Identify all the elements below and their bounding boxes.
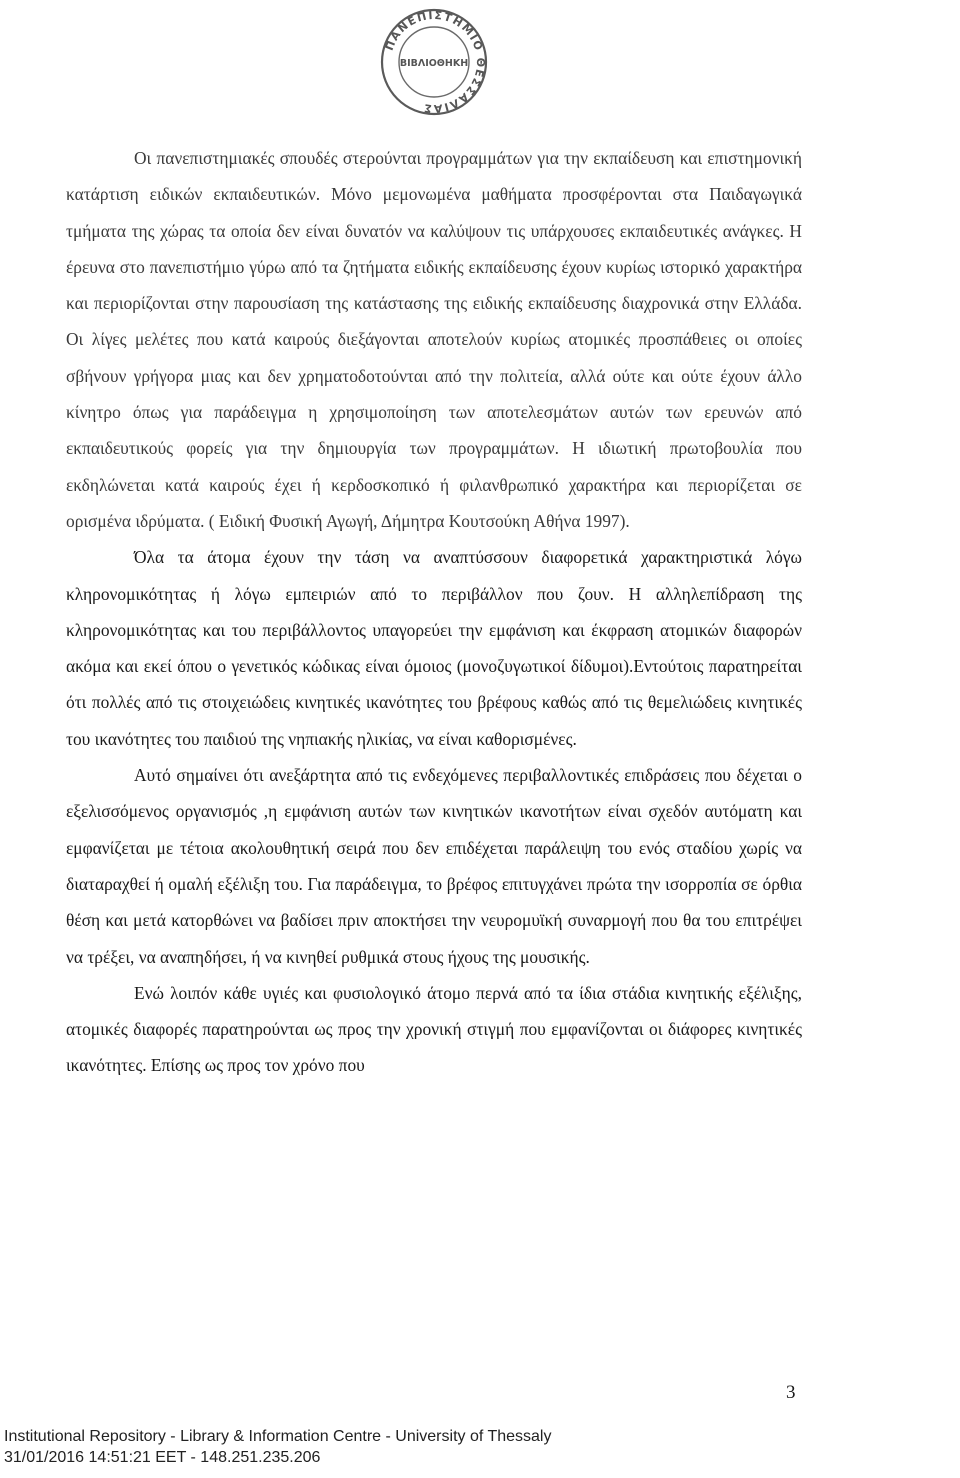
footer-line-repository: Institutional Repository - Library & Information Centre - University of Thessaly — [4, 1428, 552, 1445]
page-number: 3 — [786, 1382, 796, 1403]
stamp-inscription: ΠΑΝΕΠΙΣΤΗΜΙΟ ΘΕΣΣΑΛΙΑΣ — [382, 8, 488, 116]
paragraph-3: Αυτό σημαίνει ότι ανεξάρτητα από τις ενδεχόμενες περιβαλλοντικές επιδράσεις που δέχεται ο εξελισσόμενος οργανισμός ,η εμφάνιση αυτών των κινητικών ικανοτήτων είναι σχεδόν αυτόματη και εμφανίζεται με τέτοια ακολουθητική σειρά που δεν επιδέχεται παράλειψη του ενός σταδίου χωρίς να διαταραχθεί ή ομαλή εξέλιξη του. Για παράδειγμα, το βρέφος επιτυγχάνει πρώτα την ισορροπία σε όρθια θέση και μετά κατορθώνει να βαδίσει πριν αποκτήσει την νευρομυϊκή συναρμογή που θα του επιτρέψει να τρέξει, να αναπηδήσει, ή να κινηθεί ρυθμικά στους ήχους της μουσικής. — [66, 765, 802, 967]
repository-footer — [4, 1426, 551, 1468]
paragraph-2: Όλα τα άτομα έχουν την τάση να αναπτύσσουν διαφορετικά χαρακτηριστικά λόγω κληρονομικότητας ή λόγω εμπειριών από το περιβάλλον που ζουν. Η αλληλεπίδραση της κληρονομικότητας και του περιβάλλοντος υπαγορεύει την εμφάνιση και έκφραση ατομικών διαφορών ακόμα και εκεί όπου ο γενετικός κώδικας είναι όμοιος (μονοζυγωτικοί δίδυμοι).Εντούτοις παρατηρείται ότι πολλές από τις στοιχειώδεις κινητικές ικανότητες του βρέφους καθώς από τις θεμελιώδεις κινητικές του ικανότητες του παιδιού της νηπιακής ηλικίας, να είναι καθορισμένες. — [66, 547, 802, 749]
paragraph-4: Ενώ λοιπόν κάθε υγιές και φυσιολογικό άτομο περνά από τα ίδια στάδια κινητικής εξέλιξης, ατομικές διαφορές παρατηρούνται ως προς την χρονική στιγμή που εμφανίζονται οι διάφορες κινητικές ικανότητες. Επίσης ως προς τον χρόνο που — [66, 982, 802, 1076]
library-stamp — [378, 6, 490, 118]
footer-line-timestamp: 31/01/2016 14:51:21 EET - 148.251.235.206 — [4, 1449, 321, 1466]
stamp-seal-icon — [378, 6, 490, 118]
stamp-center-text: ΒΙΒΛΙΟΘΗΚΗ — [399, 58, 469, 69]
document-body — [66, 140, 802, 1084]
paragraph-1: Οι πανεπιστημιακές σπουδές στερούνται προγραμμάτων για την εκπαίδευση και επιστημονική κατάρτιση ειδικών εκπαιδευτικών. Μόνο μεμονωμένα μαθήματα προσφέρονται στα Παιδαγωγικά τμήματα της χώρας τα οποία δεν είναι δυνατόν να καλύψουν τις υπάρχουσες εκπαιδευτικές ανάγκες. Η έρευνα στο πανεπιστήμιο γύρω από τα ζητήματα ειδικής εκπαίδευσης έχουν κυρίως ιστορικό χαρακτήρα και περιορίζονται στην παρουσίαση της κατάστασης της ειδικής εκπαίδευσης διαχρονικά στην Ελλάδα. Οι λίγες μελέτες που κατά καιρούς διεξάγονται αποτελούν κυρίως ατομικές προσπάθειες οι οποίες σβήνουν γρήγορα μιας και δεν χρηματοδοτούνται από την πολιτεία, αλλά ούτε και ούτε έχουν άλλο κίνητρο όπως για παράδειγμα η χρησιμοποίηση των αποτελεσμάτων αυτών των ερευνών από εκπαιδευτικούς φορείς για την δημιουργία των προγραμμάτων. Η ιδιωτική πρωτοβουλία που εκδηλώνεται κατά καιρούς έχει ή κερδοσκοπικό ή φιλανθρωπικό χαρακτήρα και περιορίζεται σε ορισμένα ιδρύματα. ( Ειδική Φυσική Αγωγή, Δήμητρα Κουτσούκη Αθήνα 1997). — [66, 148, 802, 531]
